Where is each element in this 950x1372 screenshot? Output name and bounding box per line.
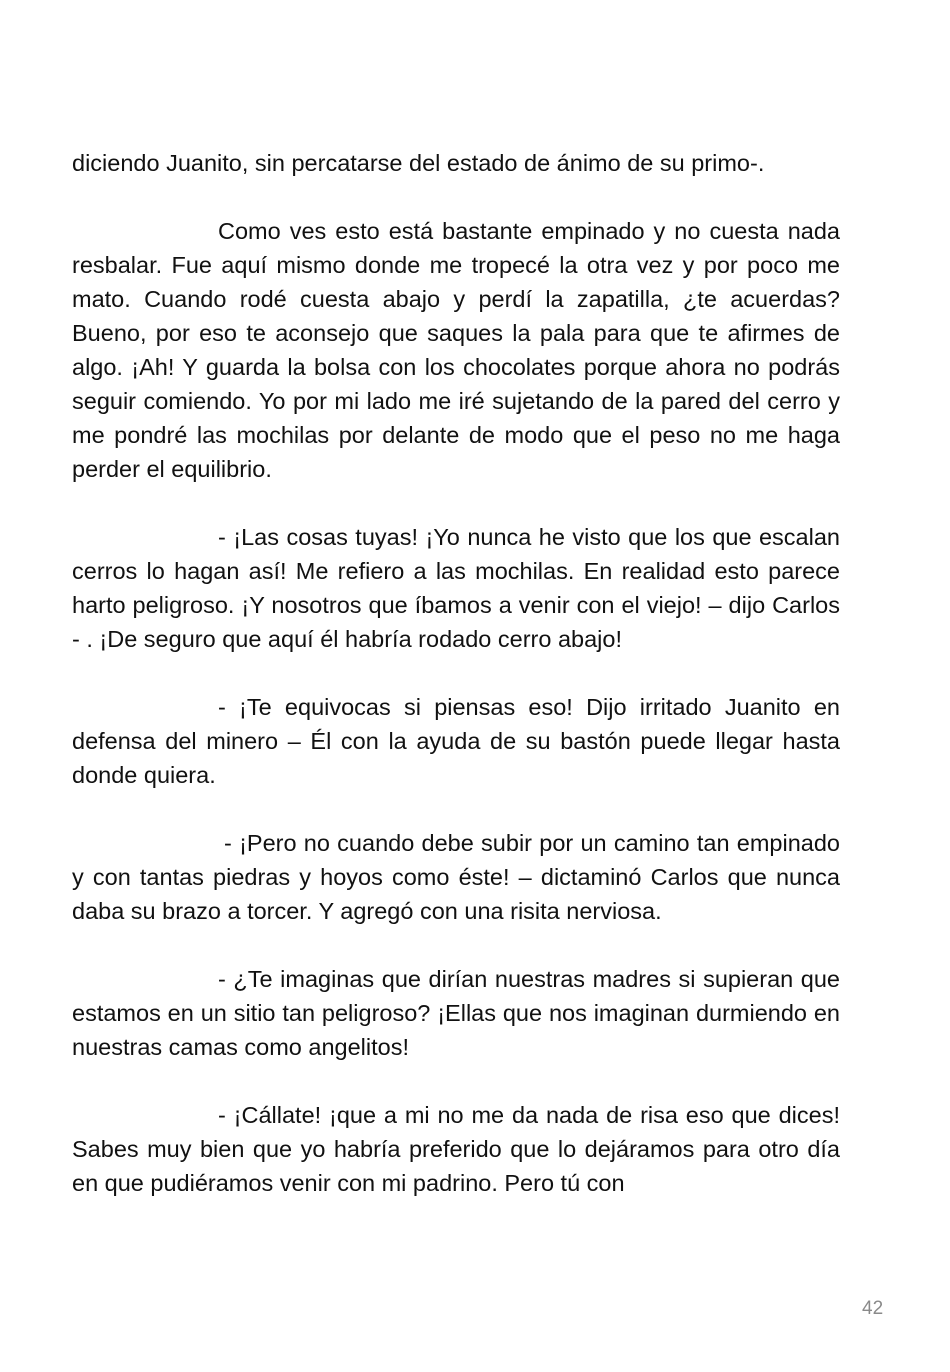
paragraph-2: Como ves esto está bastante empinado y no cuesta nada resbalar. Fue aquí mismo donde me tropecé la otra vez y por poco me mato. Cuando rodé cuesta abajo y perdí la zapatilla, ¿te acuerdas? Bueno, por eso te aconsejo que saques la pala para que te afirmes de algo. ¡Ah! Y guarda la bolsa con los chocolates porque ahora no podrás seguir comiendo. Yo por mi lado me iré sujetando de la pared del cerro y me pondré las mochilas por delante de modo que el peso no me haga perder el equilibrio. [72,218,840,482]
paragraph-4: - ¡Te equivocas si piensas eso! Dijo irritado Juanito en defensa del minero – Él con la ayuda de su bastón puede llegar hasta donde quiera. [72,694,840,788]
paragraph-5: - ¡Pero no cuando debe subir por un camino tan empinado y con tantas piedras y hoyos como éste! – dictaminó Carlos que nunca daba su brazo a torcer. Y agregó con una risita nerviosa. [72,830,840,924]
paragraph-7: - ¡Cállate! ¡que a mi no me da nada de risa eso que dices! Sabes muy bien que yo habría preferido que lo dejáramos para otro día en que pudiéramos venir con mi padrino. Pero tú con [72,1102,840,1196]
page-number: 42 [862,1298,884,1319]
page-body [72,146,840,1234]
paragraph-6: - ¿Te imaginas que dirían nuestras madres si supieran que estamos en un sitio tan peligroso? ¡Ellas que nos imaginan durmiendo en nuestras camas como angelitos! [72,966,840,1060]
paragraph-3: - ¡Las cosas tuyas! ¡Yo nunca he visto que los que escalan cerros lo hagan así! Me refiero a las mochilas. En realidad esto parece harto peligroso. ¡Y nosotros que íbamos a venir con el viejo! – dijo Carlos - . ¡De seguro que aquí él habría rodado cerro abajo! [72,524,840,652]
paragraph-1: diciendo Juanito, sin percatarse del estado de ánimo de su primo-. [72,150,765,176]
